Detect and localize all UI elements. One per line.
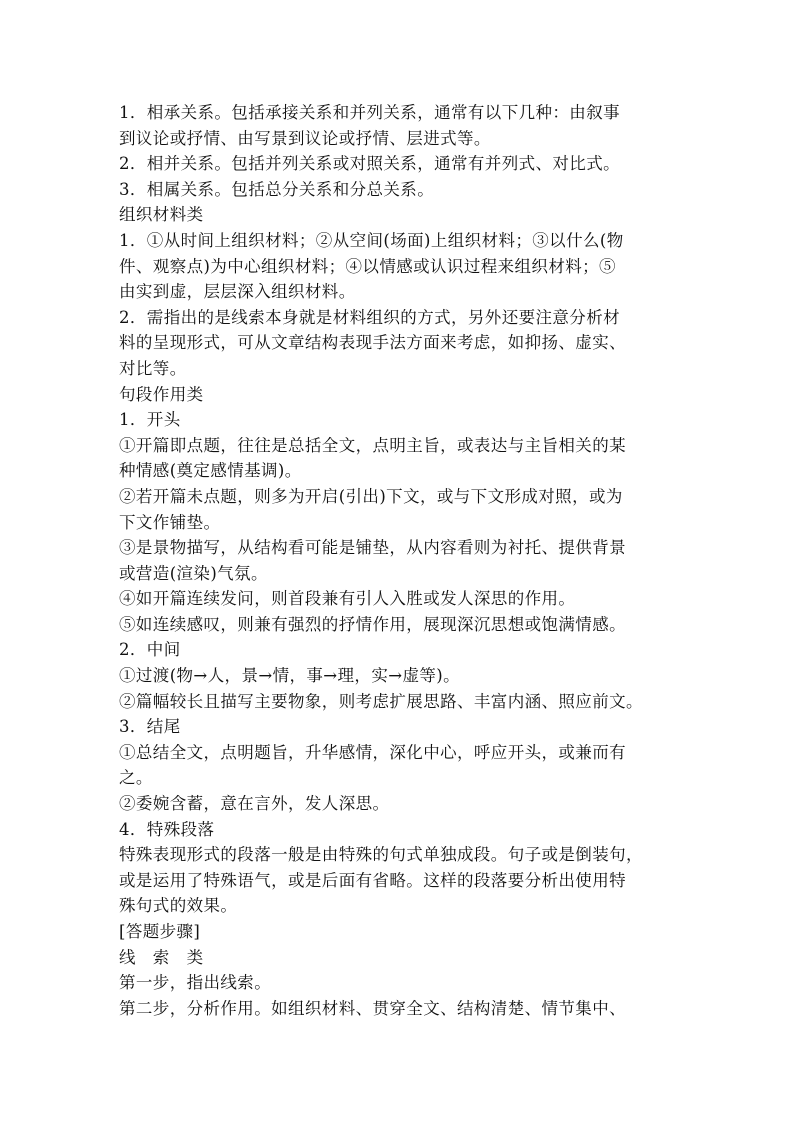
text-line: ②若开篇未点题，则多为开启(引出)下文，或与下文形成对照，或为 [119,486,623,506]
text-line: 对比等。 [119,358,187,378]
text-line: 或营造(渲染)气氛。 [119,563,268,583]
text-line: 3．相属关系。包括总分关系和分总关系。 [119,179,435,199]
text-line: 殊句式的效果。 [119,896,238,916]
section-heading: 组织材料类 [119,205,204,225]
section-heading: 线 索 类 [119,947,204,967]
text-line: 第二步，分析作用。如组织材料、贯穿全文、结构清楚、情节集中、 [119,998,626,1018]
text-line: 1．①从时间上组织材料；②从空间(场面)上组织材料；③以什么(物 [119,230,624,250]
text-line: 由实到虚，层层深入组织材料。 [119,282,356,302]
text-line: 到议论或抒情、由写景到议论或抒情、层进式等。 [119,128,491,148]
text-line: 或是运用了特殊语气，或是后面有省略。这样的段落要分析出使用特 [119,870,626,890]
text-line: 之。 [119,768,153,788]
text-line: ①过渡(物→人，景→情，事→理，实→虚等)。 [119,666,460,686]
text-line: ②篇幅较长且描写主要物象，则考虑扩展思路、丰富内涵、照应前文。 [119,691,643,711]
text-line: ④如开篇连续发问，则首段兼有引人入胜或发人深思的作用。 [119,589,576,609]
section-heading: [答题步骤] [119,922,201,941]
text-line: 第一步，指出线索。 [119,973,272,993]
text-line: 种情感(奠定感情基调)。 [119,461,302,481]
text-line: 1．相承关系。包括承接关系和并列关系，通常有以下几种：由叙事 [119,103,620,122]
text-line: 件、观察点)为中心组织材料；④以情感或认识过程来组织材料；⑤ [119,256,616,276]
text-line: 特殊表现形式的段落一般是由特殊的句式单独成段。句子或是倒装句， [119,845,643,865]
text-line: 2．需指出的是线索本身就是材料组织的方式，另外还要注意分析材 [119,307,620,327]
subheading: 4．特殊段落 [119,819,215,839]
subheading: 3．结尾 [119,717,181,737]
text-line: ③是景物描写，从结构看可能是铺垫，从内容看则为衬托、提供背景 [119,538,626,558]
text-line: 下文作铺垫。 [119,512,221,532]
subheading: 1．开头 [119,410,181,430]
text-line: ⑤如连续感叹，则兼有强烈的抒情作用，展现深沉思想或饱满情感。 [119,614,626,634]
section-heading: 句段作用类 [119,384,204,404]
subheading: 2．中间 [119,640,181,660]
document-body [119,100,699,1021]
text-line: ②委婉含蓄，意在言外，发人深思。 [119,794,390,814]
text-line: ①开篇即点题，往往是总括全文，点明主旨，或表达与主旨相关的某 [119,435,626,455]
text-line: 2．相并关系。包括并列关系或对照关系，通常有并列式、对比式。 [119,154,620,174]
text-line: ①总结全文，点明题旨，升华感情，深化中心，呼应开头，或兼而有 [119,742,626,762]
text-line: 料的呈现形式，可从文章结构表现手法方面来考虑，如抑扬、虚实、 [119,333,626,353]
